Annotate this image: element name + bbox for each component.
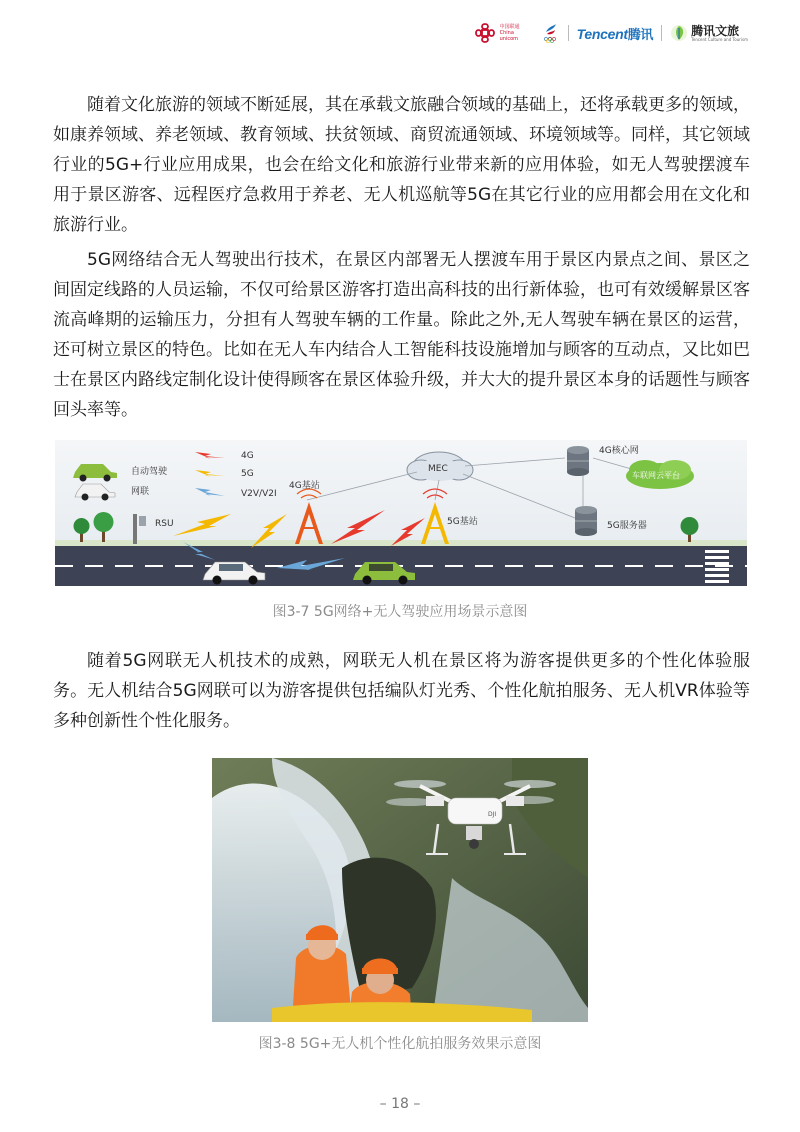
legend-autonomous-label: 自动驾驶 [131, 467, 168, 477]
figure-5g-autonomous-driving [55, 440, 747, 586]
vehicle-cloud-platform-label: 车联网云平台 [632, 471, 680, 480]
legend-connected-label: 网联 [131, 487, 150, 497]
figure-3-7-caption: 图3-7 5G网络+无人驾驶应用场景示意图 [272, 604, 528, 620]
page-number: – 18 – [379, 1096, 421, 1112]
china-unicom-logo [474, 22, 534, 44]
tencent-cn: 腾讯 [627, 26, 654, 42]
legend-4g-label: 4G [241, 451, 254, 461]
olympic-emblem-icon [542, 22, 560, 44]
leaf-logo-icon [670, 24, 688, 42]
page-header [474, 18, 748, 48]
paragraph-2: 5G网络结合无人驾驶出行技术，在景区内部署无人摆渡车用于景区内景点之间、景区之间固定线路的人员运输，不仅可给景区游客打造出高科技的出行新体验，也可有效缓解景区客流高峰期的运输压力，分担有人驾驶车辆的工作量。除此之外,无人驾驶车辆在景区的运营，还可树立景区的特色。比如在无人车内结合人工智能科技设施增加与顾客的互动点，又比如巴士在景区内路线定制化设计使得顾客在景区体验升级，并大大的提升景区本身的话题性与顾客回头率等。 [53, 250, 750, 420]
rsu-label: RSU [155, 519, 174, 529]
4g-core-database-icon [567, 446, 589, 476]
tencent-culture-logo [670, 24, 748, 42]
paragraph-1: 随着文化旅游的领域不断延展，其在承载文旅融合领域的基础上，还将承载更多的领域，如康养领域、养老领域、教育领域、扶贫领域、商贸流通领域、环境领域等。同样，其它领域行业的5G+行业应用成果，也会在给文化和旅游行业带来新的应用体验，如无人驾驶摆渡车用于景区游客、远程医疗急救用于养老、无人机巡航等5G在其它行业的应用都会用在文化和旅游行业。 [53, 95, 750, 235]
5g-base-station-label: 5G基站 [447, 517, 478, 527]
drone-brand-label: DJI [488, 811, 497, 818]
mec-label: MEC [428, 464, 448, 474]
4g-base-station-label: 4G基站 [289, 481, 320, 491]
tencent-logo [577, 24, 653, 43]
drone-rafting-illustration [212, 758, 588, 1022]
5g-server-database-icon [575, 506, 597, 536]
unicom-knot-icon [474, 22, 496, 44]
4g-core-label: 4G核心网 [599, 446, 639, 456]
culture-en: Tencent Culture and Tourism [691, 36, 748, 42]
culture-cn: 腾讯文旅 [691, 23, 740, 38]
5g-server-label: 5G服务器 [607, 521, 647, 531]
legend-5g-label: 5G [241, 469, 254, 479]
tencent-en: Tencent [576, 25, 628, 42]
diagram-5g-vehicle-network [55, 440, 747, 586]
paragraph-3: 随着5G网联无人机技术的成熟，网联无人机在景区将为游客提供更多的个性化体验服务。无人机结合5G网联可以为游客提供包括编队灯光秀、个性化航拍服务、无人机VR体验等多种创新性个性化服务。 [53, 651, 750, 731]
header-divider [661, 25, 662, 41]
figure-3-8-caption: 图3-8 5G+无人机个性化航拍服务效果示意图 [258, 1036, 542, 1052]
unicom-tagline: 中国联通 China unicom [499, 24, 520, 42]
legend-v2x-label: V2V/V2I [241, 489, 277, 499]
figure-drone-aerial-photo [212, 758, 588, 1022]
header-divider [568, 25, 569, 41]
